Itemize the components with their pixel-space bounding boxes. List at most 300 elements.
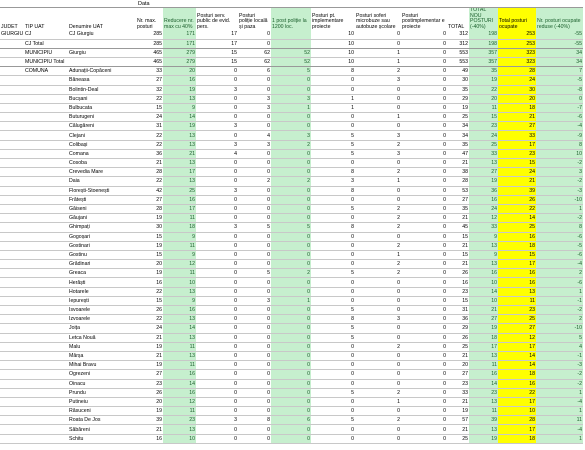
cell-tip-uat[interactable] bbox=[24, 416, 68, 425]
col-posturi-postimpl[interactable]: Posturi postimplementar e proiecte bbox=[402, 12, 445, 30]
cell-value[interactable]: 0 bbox=[355, 361, 401, 370]
cell-value[interactable]: 39 bbox=[469, 416, 498, 425]
cell-value[interactable]: 18 bbox=[163, 223, 196, 232]
cell-value[interactable]: 0 bbox=[536, 94, 583, 103]
cell-value[interactable]: 13 bbox=[163, 94, 196, 103]
cell-value[interactable]: 22 bbox=[136, 94, 163, 103]
cell-value[interactable]: 23 bbox=[447, 287, 469, 296]
cell-value[interactable]: 0 bbox=[196, 260, 238, 269]
cell-value[interactable]: 27 bbox=[469, 168, 498, 177]
cell-value[interactable]: 21 bbox=[447, 397, 469, 406]
cell-value[interactable]: 3 bbox=[238, 94, 271, 103]
cell-judet[interactable] bbox=[0, 103, 24, 112]
cell-judet[interactable] bbox=[0, 342, 24, 351]
cell-value[interactable]: -5 bbox=[536, 241, 583, 250]
cell-value[interactable]: 0 bbox=[196, 278, 238, 287]
cell-value[interactable]: 0 bbox=[311, 278, 355, 287]
cell-value[interactable]: 14 bbox=[498, 214, 536, 223]
cell-judet[interactable] bbox=[0, 67, 24, 76]
cell-value[interactable]: 16 bbox=[163, 306, 196, 315]
cell-value[interactable]: 1 bbox=[355, 397, 401, 406]
cell-value[interactable]: 11 bbox=[536, 416, 583, 425]
cell-value[interactable]: 26 bbox=[498, 195, 536, 204]
cell-value[interactable]: 1 bbox=[271, 103, 311, 112]
cell-value[interactable]: 0 bbox=[238, 204, 271, 213]
cell-value[interactable]: 2 bbox=[355, 168, 401, 177]
cell-value[interactable]: 19 bbox=[163, 85, 196, 94]
cell-value[interactable]: 0 bbox=[401, 351, 447, 360]
cell-value[interactable]: 15 bbox=[136, 232, 163, 241]
cell-judet[interactable] bbox=[0, 315, 24, 324]
cell-denumire[interactable]: Giurgiu bbox=[68, 48, 136, 57]
cell-value[interactable]: 0 bbox=[355, 122, 401, 131]
cell-value[interactable]: 0 bbox=[271, 232, 311, 241]
cell-judet[interactable] bbox=[0, 195, 24, 204]
cell-value[interactable]: 0 bbox=[401, 306, 447, 315]
cell-value[interactable]: 28 bbox=[498, 416, 536, 425]
cell-value[interactable]: 24 bbox=[469, 204, 498, 213]
cell-value[interactable]: 0 bbox=[311, 342, 355, 351]
cell-value[interactable]: 25 bbox=[447, 342, 469, 351]
cell-value[interactable]: 0 bbox=[311, 425, 355, 434]
col-posturi-serv[interactable]: Posturi serv. public de evid. pers. bbox=[197, 12, 231, 30]
cell-value[interactable]: 0 bbox=[311, 407, 355, 416]
cell-value[interactable]: 21 bbox=[136, 351, 163, 360]
cell-denumire[interactable]: Cosoba bbox=[68, 159, 136, 168]
cell-value[interactable]: 0 bbox=[401, 361, 447, 370]
cell-value[interactable]: 19 bbox=[469, 76, 498, 85]
cell-value[interactable]: 33 bbox=[469, 149, 498, 158]
cell-judet[interactable] bbox=[0, 39, 24, 48]
cell-judet[interactable] bbox=[0, 149, 24, 158]
cell-value[interactable]: 0 bbox=[401, 39, 447, 48]
cell-value[interactable]: 0 bbox=[355, 278, 401, 287]
cell-value[interactable]: 1 bbox=[536, 434, 583, 443]
cell-value[interactable]: -3 bbox=[536, 186, 583, 195]
cell-value[interactable]: -10 bbox=[536, 324, 583, 333]
cell-judet[interactable] bbox=[0, 397, 24, 406]
cell-value[interactable]: 25 bbox=[498, 315, 536, 324]
cell-value[interactable]: 0 bbox=[238, 397, 271, 406]
cell-value[interactable]: 17 bbox=[196, 39, 238, 48]
cell-value[interactable]: 0 bbox=[238, 30, 271, 39]
cell-value[interactable]: 9 bbox=[469, 232, 498, 241]
cell-value[interactable]: 3 bbox=[271, 94, 311, 103]
cell-value[interactable]: 30 bbox=[136, 223, 163, 232]
cell-value[interactable]: 36 bbox=[447, 315, 469, 324]
cell-denumire[interactable]: Crevedia Mare bbox=[68, 168, 136, 177]
cell-value[interactable]: 9 bbox=[163, 296, 196, 305]
cell-value[interactable]: 15 bbox=[469, 113, 498, 122]
cell-tip-uat[interactable] bbox=[24, 76, 68, 85]
cell-value[interactable]: 21 bbox=[136, 425, 163, 434]
cell-value[interactable]: 9 bbox=[469, 250, 498, 259]
cell-value[interactable]: 21 bbox=[469, 306, 498, 315]
cell-value[interactable]: 11 bbox=[469, 407, 498, 416]
cell-value[interactable]: -2 bbox=[536, 159, 583, 168]
cell-value[interactable]: 0 bbox=[238, 85, 271, 94]
cell-value[interactable]: 0 bbox=[238, 195, 271, 204]
cell-value[interactable]: 323 bbox=[498, 57, 536, 66]
cell-value[interactable]: 11 bbox=[163, 214, 196, 223]
cell-value[interactable]: 0 bbox=[238, 113, 271, 122]
cell-tip-uat[interactable]: CJ bbox=[24, 30, 68, 39]
cell-value[interactable]: 0 bbox=[271, 260, 311, 269]
cell-value[interactable]: 0 bbox=[401, 296, 447, 305]
cell-value[interactable]: 19 bbox=[469, 177, 498, 186]
cell-value[interactable]: 285 bbox=[136, 30, 163, 39]
cell-tip-uat[interactable] bbox=[24, 342, 68, 351]
cell-value[interactable]: 3 bbox=[536, 168, 583, 177]
cell-value[interactable]: 13 bbox=[469, 351, 498, 360]
cell-denumire[interactable]: Gostinu bbox=[68, 250, 136, 259]
cell-tip-uat[interactable] bbox=[24, 94, 68, 103]
cell-value[interactable]: 23 bbox=[163, 416, 196, 425]
cell-value[interactable]: 8 bbox=[311, 223, 355, 232]
cell-tip-uat[interactable] bbox=[24, 260, 68, 269]
cell-value[interactable]: 0 bbox=[355, 85, 401, 94]
cell-value[interactable]: 13 bbox=[163, 177, 196, 186]
cell-value[interactable]: 39 bbox=[136, 416, 163, 425]
cell-value[interactable]: 2 bbox=[355, 67, 401, 76]
cell-value[interactable]: 0 bbox=[401, 85, 447, 94]
cell-value[interactable]: 0 bbox=[196, 434, 238, 443]
cell-value[interactable]: -4 bbox=[536, 122, 583, 131]
cell-value[interactable]: 0 bbox=[196, 250, 238, 259]
cell-tip-uat[interactable] bbox=[24, 370, 68, 379]
cell-value[interactable]: 2 bbox=[536, 269, 583, 278]
cell-value[interactable]: 22 bbox=[498, 388, 536, 397]
cell-value[interactable]: 5 bbox=[311, 149, 355, 158]
cell-tip-uat[interactable] bbox=[24, 250, 68, 259]
cell-value[interactable]: 17 bbox=[498, 140, 536, 149]
cell-value[interactable]: 0 bbox=[238, 278, 271, 287]
cell-value[interactable]: 253 bbox=[498, 30, 536, 39]
cell-value[interactable]: 27 bbox=[136, 370, 163, 379]
cell-value[interactable]: 0 bbox=[355, 30, 401, 39]
cell-value[interactable]: 34 bbox=[447, 131, 469, 140]
cell-value[interactable]: 25 bbox=[498, 223, 536, 232]
cell-tip-uat[interactable] bbox=[24, 168, 68, 177]
cell-value[interactable]: 0 bbox=[401, 416, 447, 425]
cell-value[interactable]: 10 bbox=[311, 48, 355, 57]
cell-value[interactable]: 15 bbox=[196, 48, 238, 57]
cell-value[interactable]: 0 bbox=[271, 195, 311, 204]
cell-value[interactable]: 25 bbox=[447, 434, 469, 443]
cell-judet[interactable] bbox=[0, 361, 24, 370]
cell-value[interactable]: 0 bbox=[238, 351, 271, 360]
cell-value[interactable]: 2 bbox=[355, 204, 401, 213]
cell-value[interactable]: 14 bbox=[498, 351, 536, 360]
cell-value[interactable]: 0 bbox=[311, 214, 355, 223]
cell-value[interactable]: 24 bbox=[498, 168, 536, 177]
cell-denumire[interactable]: Joița bbox=[68, 324, 136, 333]
cell-value[interactable]: 10 bbox=[311, 57, 355, 66]
cell-value[interactable]: 0 bbox=[271, 186, 311, 195]
cell-tip-uat[interactable] bbox=[24, 324, 68, 333]
cell-value[interactable]: -3 bbox=[536, 361, 583, 370]
cell-value[interactable]: 0 bbox=[271, 370, 311, 379]
cell-value[interactable]: 0 bbox=[196, 76, 238, 85]
cell-value[interactable]: 0 bbox=[196, 232, 238, 241]
cell-value[interactable]: 0 bbox=[355, 232, 401, 241]
cell-value[interactable]: 13 bbox=[163, 351, 196, 360]
cell-value[interactable]: 0 bbox=[355, 425, 401, 434]
cell-denumire[interactable]: Gogoșari bbox=[68, 232, 136, 241]
cell-value[interactable]: 2 bbox=[271, 269, 311, 278]
cell-value[interactable]: 23 bbox=[498, 306, 536, 315]
cell-value[interactable]: 31 bbox=[136, 122, 163, 131]
cell-value[interactable]: 20 bbox=[136, 397, 163, 406]
cell-value[interactable]: 0 bbox=[196, 103, 238, 112]
cell-judet[interactable] bbox=[0, 76, 24, 85]
cell-value[interactable]: 0 bbox=[271, 85, 311, 94]
cell-value[interactable]: -6 bbox=[536, 278, 583, 287]
cell-value[interactable]: -55 bbox=[536, 30, 583, 39]
cell-value[interactable]: 0 bbox=[196, 67, 238, 76]
cell-value[interactable]: 53 bbox=[447, 186, 469, 195]
cell-value[interactable]: 19 bbox=[447, 103, 469, 112]
cell-value[interactable]: 0 bbox=[271, 388, 311, 397]
cell-value[interactable]: 0 bbox=[401, 379, 447, 388]
cell-value[interactable]: 13 bbox=[163, 425, 196, 434]
cell-value[interactable]: 33 bbox=[136, 67, 163, 76]
cell-value[interactable]: 7 bbox=[536, 67, 583, 76]
cell-denumire[interactable]: Izvoarele bbox=[68, 315, 136, 324]
cell-value[interactable]: 18 bbox=[498, 434, 536, 443]
cell-value[interactable]: 0 bbox=[238, 232, 271, 241]
cell-value[interactable]: 3 bbox=[271, 131, 311, 140]
cell-denumire[interactable]: Mihai Bravu bbox=[68, 361, 136, 370]
cell-value[interactable]: 5 bbox=[271, 223, 311, 232]
cell-value[interactable]: 26 bbox=[447, 269, 469, 278]
cell-value[interactable]: 0 bbox=[238, 241, 271, 250]
cell-value[interactable]: 0 bbox=[311, 379, 355, 388]
cell-value[interactable]: 0 bbox=[196, 370, 238, 379]
cell-value[interactable]: 20 bbox=[447, 361, 469, 370]
cell-value[interactable]: 22 bbox=[498, 204, 536, 213]
cell-value[interactable]: 0 bbox=[196, 214, 238, 223]
cell-value[interactable]: 15 bbox=[196, 57, 238, 66]
col-judet[interactable]: JUDET bbox=[1, 23, 18, 30]
cell-value[interactable]: 0 bbox=[355, 407, 401, 416]
cell-value[interactable]: 14 bbox=[498, 361, 536, 370]
cell-value[interactable]: 0 bbox=[271, 76, 311, 85]
cell-value[interactable]: 21 bbox=[447, 260, 469, 269]
cell-judet[interactable] bbox=[0, 177, 24, 186]
cell-value[interactable]: 0 bbox=[401, 177, 447, 186]
cell-judet[interactable] bbox=[0, 425, 24, 434]
cell-value[interactable]: 0 bbox=[311, 260, 355, 269]
cell-value[interactable]: 2 bbox=[355, 214, 401, 223]
cell-value[interactable]: 553 bbox=[447, 48, 469, 57]
cell-tip-uat[interactable]: MUNICIPIU bbox=[24, 48, 68, 57]
cell-value[interactable]: 16 bbox=[498, 379, 536, 388]
cell-value[interactable]: 25 bbox=[163, 186, 196, 195]
cell-value[interactable]: 27 bbox=[136, 195, 163, 204]
cell-value[interactable]: 0 bbox=[196, 204, 238, 213]
cell-value[interactable]: 30 bbox=[498, 85, 536, 94]
cell-tip-uat[interactable] bbox=[24, 269, 68, 278]
cell-value[interactable]: 1 bbox=[355, 113, 401, 122]
cell-denumire[interactable]: Herăști bbox=[68, 278, 136, 287]
cell-value[interactable]: 6 bbox=[271, 416, 311, 425]
cell-value[interactable]: 21 bbox=[447, 214, 469, 223]
cell-value[interactable]: 0 bbox=[311, 241, 355, 250]
cell-value[interactable]: 2 bbox=[355, 260, 401, 269]
cell-value[interactable]: 13 bbox=[469, 159, 498, 168]
cell-value[interactable]: 0 bbox=[355, 351, 401, 360]
cell-value[interactable]: 0 bbox=[401, 131, 447, 140]
cell-value[interactable]: 22 bbox=[136, 131, 163, 140]
cell-denumire[interactable]: Comana bbox=[68, 149, 136, 158]
cell-value[interactable]: 14 bbox=[163, 324, 196, 333]
cell-denumire[interactable]: Prundu bbox=[68, 388, 136, 397]
cell-value[interactable]: 20 bbox=[163, 67, 196, 76]
cell-value[interactable]: 0 bbox=[196, 177, 238, 186]
cell-value[interactable]: 3 bbox=[196, 186, 238, 195]
cell-value[interactable]: 465 bbox=[136, 48, 163, 57]
cell-value[interactable]: 57 bbox=[447, 416, 469, 425]
cell-value[interactable]: 21 bbox=[447, 159, 469, 168]
cell-value[interactable]: 13 bbox=[163, 140, 196, 149]
cell-value[interactable]: 16 bbox=[498, 232, 536, 241]
cell-judet[interactable] bbox=[0, 122, 24, 131]
cell-value[interactable]: 1 bbox=[536, 204, 583, 213]
cell-value[interactable]: 0 bbox=[401, 103, 447, 112]
cell-value[interactable]: 0 bbox=[196, 113, 238, 122]
cell-judet[interactable] bbox=[0, 159, 24, 168]
cell-value[interactable]: 0 bbox=[401, 324, 447, 333]
cell-value[interactable]: 42 bbox=[136, 186, 163, 195]
cell-value[interactable]: 21 bbox=[136, 159, 163, 168]
cell-value[interactable]: 1 bbox=[271, 296, 311, 305]
cell-value[interactable]: 312 bbox=[447, 30, 469, 39]
cell-value[interactable]: 35 bbox=[447, 85, 469, 94]
cell-denumire[interactable]: Bulbucata bbox=[68, 103, 136, 112]
cell-judet[interactable] bbox=[0, 379, 24, 388]
cell-value[interactable]: 21 bbox=[136, 333, 163, 342]
cell-value[interactable]: 0 bbox=[196, 159, 238, 168]
cell-value[interactable]: 20 bbox=[469, 94, 498, 103]
cell-value[interactable]: 15 bbox=[447, 232, 469, 241]
cell-value[interactable]: 0 bbox=[196, 324, 238, 333]
cell-value[interactable]: 0 bbox=[238, 361, 271, 370]
cell-denumire[interactable]: Florești-Stoenești bbox=[68, 186, 136, 195]
cell-value[interactable] bbox=[271, 30, 311, 39]
cell-value[interactable]: 29 bbox=[447, 324, 469, 333]
cell-value[interactable]: -4 bbox=[536, 425, 583, 434]
cell-value[interactable]: 0 bbox=[355, 370, 401, 379]
cell-value[interactable]: 3 bbox=[238, 103, 271, 112]
cell-denumire[interactable]: Ghimpați bbox=[68, 223, 136, 232]
cell-value[interactable]: 0 bbox=[271, 425, 311, 434]
cell-value[interactable]: 14 bbox=[163, 113, 196, 122]
cell-value[interactable]: 3 bbox=[311, 177, 355, 186]
cell-value[interactable]: 13 bbox=[163, 287, 196, 296]
cell-judet[interactable] bbox=[0, 407, 24, 416]
cell-value[interactable]: 0 bbox=[271, 333, 311, 342]
cell-value[interactable]: 312 bbox=[447, 39, 469, 48]
cell-judet[interactable] bbox=[0, 223, 24, 232]
cell-value[interactable]: 19 bbox=[136, 361, 163, 370]
cell-value[interactable]: 0 bbox=[271, 168, 311, 177]
cell-value[interactable]: 10 bbox=[498, 407, 536, 416]
cell-value[interactable]: 19 bbox=[469, 324, 498, 333]
cell-value[interactable]: 3 bbox=[355, 131, 401, 140]
cell-value[interactable]: 0 bbox=[401, 342, 447, 351]
cell-value[interactable]: 21 bbox=[163, 149, 196, 158]
cell-value[interactable]: 0 bbox=[401, 269, 447, 278]
cell-value[interactable]: 10 bbox=[163, 278, 196, 287]
cell-value[interactable]: 16 bbox=[498, 269, 536, 278]
cell-value[interactable]: 17 bbox=[469, 342, 498, 351]
cell-value[interactable]: 16 bbox=[163, 388, 196, 397]
cell-value[interactable]: 0 bbox=[401, 397, 447, 406]
cell-value[interactable]: -9 bbox=[536, 131, 583, 140]
cell-value[interactable]: 16 bbox=[447, 278, 469, 287]
cell-value[interactable]: -2 bbox=[536, 214, 583, 223]
cell-value[interactable]: 3 bbox=[238, 140, 271, 149]
cell-tip-uat[interactable] bbox=[24, 306, 68, 315]
cell-value[interactable]: 15 bbox=[136, 250, 163, 259]
cell-denumire[interactable] bbox=[68, 39, 136, 48]
cell-value[interactable]: 15 bbox=[447, 250, 469, 259]
cell-value[interactable]: 5 bbox=[536, 333, 583, 342]
cell-value[interactable]: 8 bbox=[311, 186, 355, 195]
cell-value[interactable]: 0 bbox=[238, 168, 271, 177]
cell-value[interactable]: 0 bbox=[401, 113, 447, 122]
cell-value[interactable]: 17 bbox=[498, 260, 536, 269]
cell-judet[interactable] bbox=[0, 324, 24, 333]
cell-value[interactable]: 5 bbox=[311, 140, 355, 149]
cell-value[interactable]: 2 bbox=[355, 140, 401, 149]
cell-value[interactable]: 0 bbox=[271, 214, 311, 223]
cell-value[interactable]: 18 bbox=[498, 103, 536, 112]
cell-value[interactable]: 171 bbox=[163, 30, 196, 39]
cell-judet[interactable] bbox=[0, 94, 24, 103]
cell-value[interactable]: 253 bbox=[498, 39, 536, 48]
cell-value[interactable]: 23 bbox=[447, 379, 469, 388]
cell-value[interactable]: 279 bbox=[163, 48, 196, 57]
cell-value[interactable]: -1 bbox=[536, 351, 583, 360]
cell-value[interactable]: 0 bbox=[271, 315, 311, 324]
cell-value[interactable]: 171 bbox=[163, 39, 196, 48]
cell-value[interactable]: 0 bbox=[238, 425, 271, 434]
cell-denumire[interactable]: Săbăreni bbox=[68, 425, 136, 434]
cell-value[interactable]: -2 bbox=[536, 370, 583, 379]
cell-value[interactable]: 3 bbox=[355, 149, 401, 158]
cell-value[interactable]: 13 bbox=[469, 397, 498, 406]
cell-value[interactable]: 0 bbox=[271, 122, 311, 131]
col-nr-reduse[interactable]: Nr. posturi ocupate reduse (-40%) bbox=[536, 8, 583, 30]
cell-value[interactable]: 357 bbox=[469, 48, 498, 57]
cell-value[interactable]: 16 bbox=[469, 370, 498, 379]
cell-value[interactable]: 10 bbox=[311, 30, 355, 39]
cell-judet[interactable] bbox=[0, 370, 24, 379]
cell-denumire[interactable]: Găujani bbox=[68, 214, 136, 223]
cell-value[interactable]: 32 bbox=[136, 85, 163, 94]
cell-value[interactable]: 0 bbox=[311, 361, 355, 370]
cell-value[interactable]: 47 bbox=[447, 149, 469, 158]
cell-value[interactable]: 9 bbox=[163, 232, 196, 241]
cell-value[interactable]: 10 bbox=[536, 149, 583, 158]
cell-value[interactable]: -4 bbox=[536, 260, 583, 269]
cell-value[interactable]: 0 bbox=[271, 204, 311, 213]
cell-value[interactable]: 0 bbox=[196, 269, 238, 278]
cell-value[interactable]: 17 bbox=[163, 204, 196, 213]
cell-tip-uat[interactable] bbox=[24, 214, 68, 223]
